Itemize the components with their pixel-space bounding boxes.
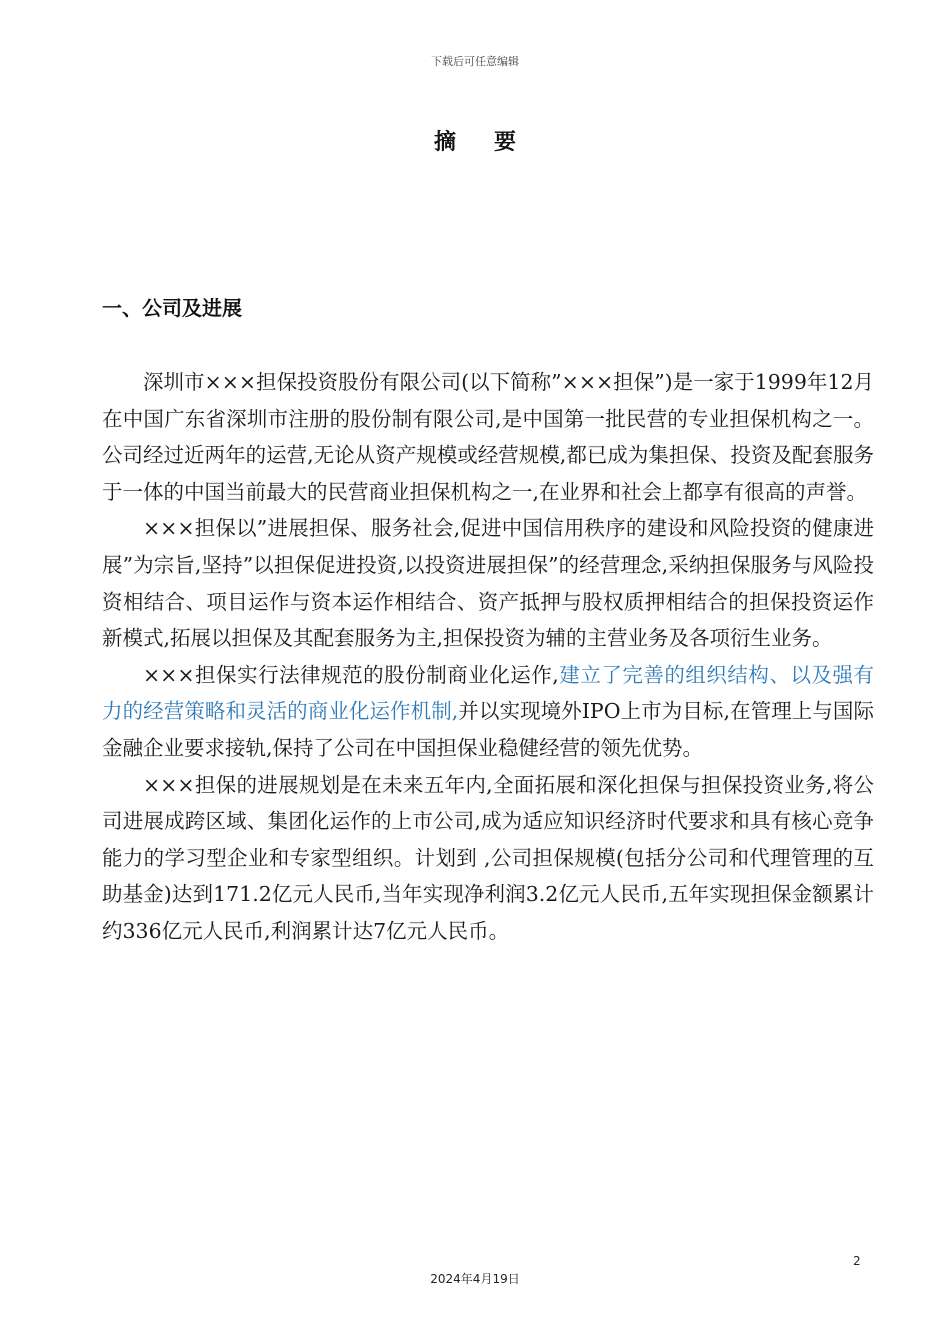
footer-date: 2024年4月19日 <box>430 1272 520 1286</box>
paragraph-operations <box>102 657 874 767</box>
highlighted-text: 建立了完善的组织结构、以及强有力的经营策略和灵活的商业化运作机制, <box>102 662 875 724</box>
paragraph-development-plan: ×××担保的进展规划是在未来五年内,全面拓展和深化担保与担保投资业务,将公司进展成跨区域、集团化运作的上市公司,成为适应知识经济时代要求和具有核心竞争能力的学习型企业和专家型组织。计划到 ,公司担保规模(包括分公司和代理管理的互助基金)达到171.2亿元人民币,当年实现净利润3.2亿元人民币,五年实现担保金额累计约336亿元人民币,利润累计达7亿元人民币。 <box>102 772 874 943</box>
paragraph-operations-start: ×××担保实行法律规范的股份制商业化运作, <box>143 662 559 687</box>
section-heading: 一、公司及进展 <box>102 296 242 320</box>
body-text <box>102 364 874 950</box>
paragraph-company-intro: 深圳市×××担保投资股份有限公司(以下简称”×××担保”)是一家于1999年12月在中国广东省深圳市注册的股份制有限公司,是中国第一批民营的专业担保机构之一。公司经过近两年的运营,无论从资产规模或经营规模,都已成为集担保、投资及配套服务于一体的中国当前最大的民营商业担保机构之一,在业界和社会上都享有很高的声誉。 <box>102 370 874 504</box>
page-number: 2 <box>853 1254 861 1268</box>
header-note: 下载后可任意编辑 <box>431 55 519 68</box>
paragraph-operations-end: 并以实现境外IPO上市为目标,在管理上与国际金融企业要求接轨,保持了公司在中国担保业稳健经营的领先优势。 <box>102 699 875 760</box>
paragraph-mission: ×××担保以”进展担保、服务社会,促进中国信用秩序的建设和风险投资的健康进展”为宗旨,坚持”以担保促进投资,以投资进展担保”的经营理念,采纳担保服务与风险投资相结合、项目运作与资本运作相结合、资产抵押与股权质押相结合的担保投资运作新模式,拓展以担保及其配套服务为主,担保投资为辅的主营业务及各项衍生业务。 <box>102 516 874 651</box>
page-title: 摘要 <box>433 130 554 155</box>
